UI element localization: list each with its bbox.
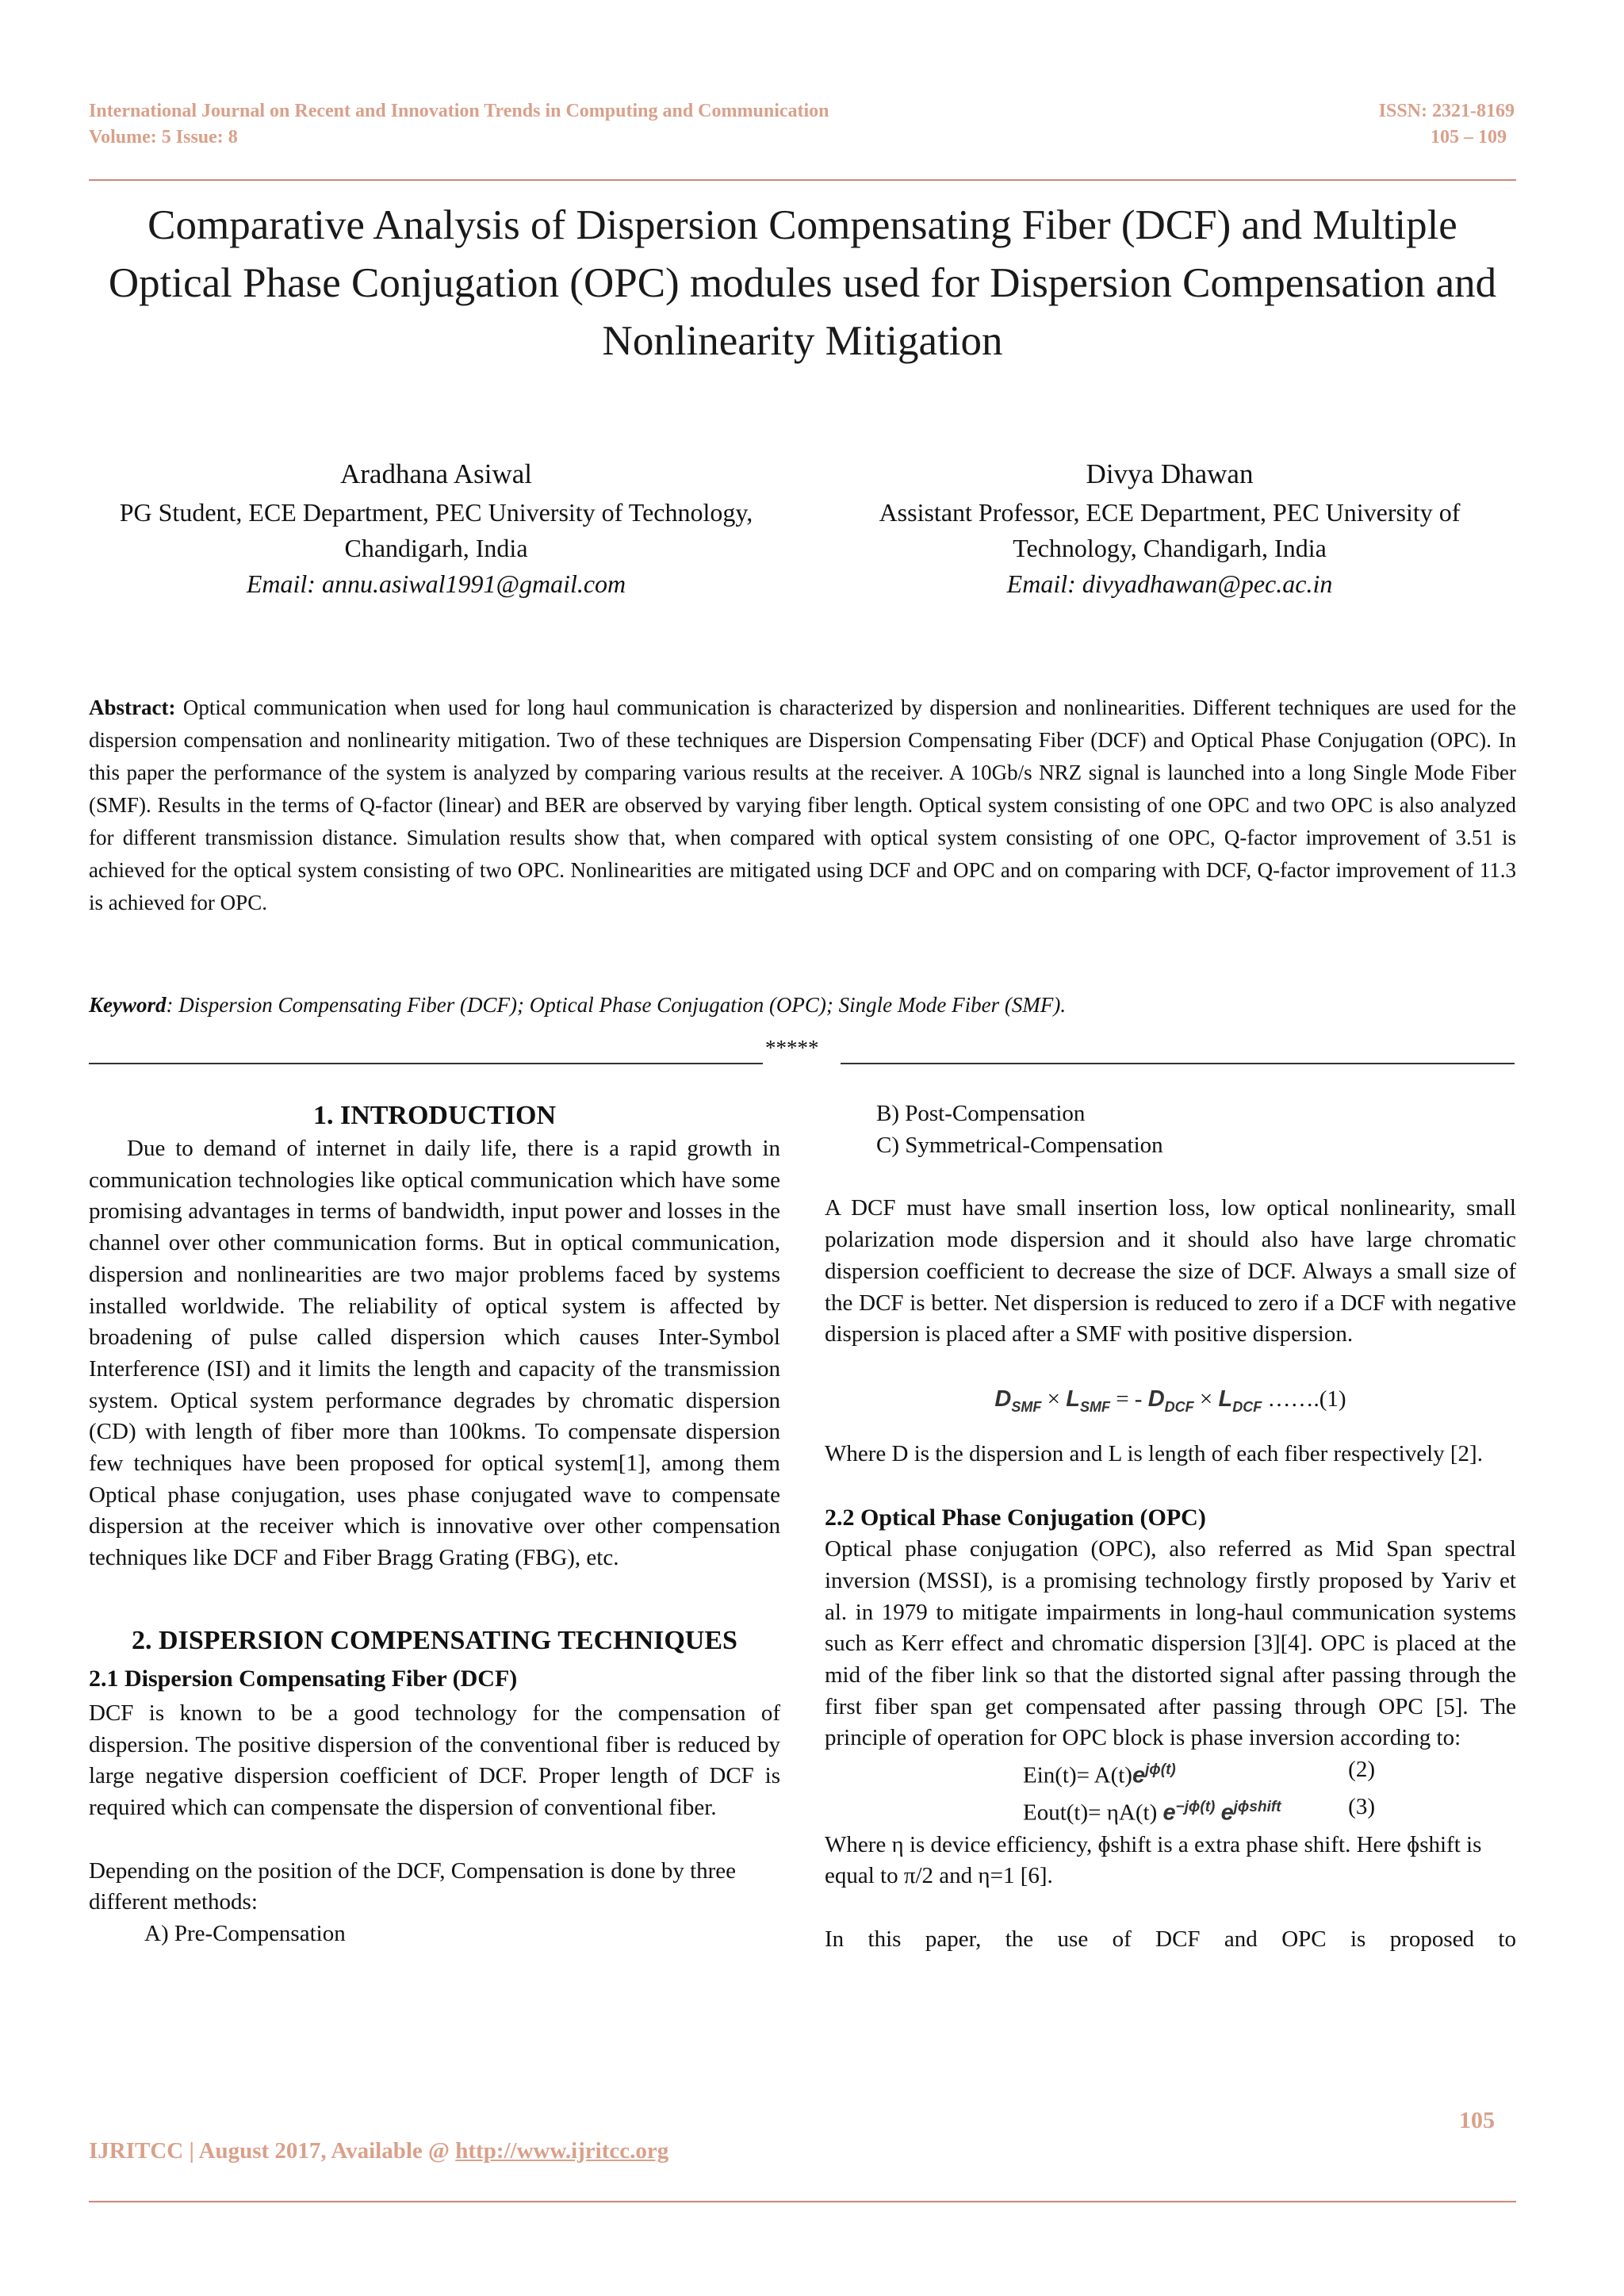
- journal-pages: 105 – 109: [1431, 127, 1507, 148]
- separator-line-right: [841, 1063, 1515, 1064]
- keywords-label: Keyword: [89, 993, 167, 1017]
- equation-3: Eout(t)= ηA(t) $e^{-jɸ(t)}$ $e^{jɸshift}$ (3): [825, 1792, 1516, 1829]
- keywords-text: : Dispersion Compensating Fiber (DCF); Optical Phase Conjugation (OPC); Single Mode Fiber (SMF).: [166, 993, 1067, 1017]
- left-column: [89, 1098, 780, 1950]
- equation-1: $D_{SMF} \times L_{SMF}$ = - $D_{DCF} \times L_{DCF}$ …….(1): [994, 1386, 1346, 1415]
- journal-issn: ISSN: 2321-8169: [1378, 101, 1515, 121]
- author-1-email[interactable]: Email: annu.asiwal1991@gmail.com: [246, 569, 626, 598]
- author-1-affiliation-2: Chandigarh, India: [344, 534, 528, 562]
- footer-divider: [89, 2201, 1516, 2202]
- eq3-number: (3): [1348, 1794, 1375, 1820]
- methods-intro: Depending on the position of the DCF, Compensation is done by three different methods:: [89, 1857, 737, 1915]
- right-column: [825, 1098, 1516, 1956]
- last-paragraph: In this paper, the use of DCF and OPC is proposed to: [825, 1926, 1516, 1953]
- subsection-2-2-title: 2.2 Optical Phase Conjugation (OPC): [825, 1504, 1206, 1531]
- author-1-affiliation-1: PG Student, ECE Department, PEC University of Technology,: [119, 498, 753, 527]
- subsection-2-1-title: 2.1 Dispersion Compensating Fiber (DCF): [89, 1665, 518, 1692]
- journal-name: International Journal on Recent and Innovation Trends in Computing and Communication: [89, 101, 829, 121]
- eq1-number: …….(1): [1267, 1386, 1346, 1412]
- footer-link[interactable]: http://www.ijritcc.org: [455, 2138, 669, 2164]
- eq1-l-smf: $L_{SMF}$: [1066, 1386, 1110, 1415]
- author-2-affiliation-2: Technology, Chandigarh, India: [1013, 534, 1327, 562]
- separator-line-left: [89, 1063, 763, 1064]
- keywords: [89, 989, 1516, 1021]
- subsection-2-2-paragraph: Optical phase conjugation (OPC), also referred as Mid Span spectral inversion (MSSI), is a promising technology firstly proposed by Yariv et al. in 1979 to mitigate impairments in long-haul communication systems such as Kerr effect and chromatic dispersion [3][4]. OPC is placed at the mid of the fiber link so that the distorted signal after passing through the first fiber span get compensated after passing through OPC [5]. The principle of operation for OPC block is phase inversion according to:: [825, 1536, 1516, 1751]
- eq1-l-dcf: $L_{DCF}$: [1218, 1386, 1262, 1415]
- author-2-affiliation-1: Assistant Professor, ECE Department, PEC University of: [879, 498, 1461, 527]
- equation-caption: Where η is device efficiency, ɸshift is a extra phase shift. Here ɸshift is equal to π/2 and η=1 [6].: [825, 1831, 1482, 1889]
- author-2: [813, 454, 1526, 602]
- method-a: A) Pre-Compensation: [144, 1921, 346, 1947]
- abstract-text: Optical communication when used for long haul communication is characterized by dispersion and nonlinearities. Different techniques are used for the dispersion compensation and nonlinearity mitigation. Two of these techniques are Dispersion Compensating Fiber (DCF) and Optical Phase Conjugation (OPC). In this paper the performance of the system is analyzed by comparing various results at the receiver. A 10Gb/s NRZ signal is launched into a long Single Mode Fiber (SMF). Results in the terms of Q-factor (linear) and BER are observed by varying fiber length. Optical system consisting of one OPC and two OPC is also analyzed for different transmission distance. Simulation results show that, when compared with optical system consisting of one OPC, Q-factor improvement of 3.51 is achieved for the optical system consisting of two OPC. Nonlinearities are mitigated using DCF and OPC and on comparing with DCF, Q-factor improvement of 11.3 is achieved for OPC.: [89, 696, 1516, 914]
- dcf-paragraph: A DCF must have small insertion loss, low optical nonlinearity, small polarization mode dispersion and it should also have large chromatic dispersion coefficient to decrease the size of DCF. Always a small size of the DCF is better. Net dispersion is reduced to zero if a DCF with negative dispersion is placed after a SMF with positive dispersion.: [825, 1195, 1516, 1347]
- abstract: [89, 692, 1516, 919]
- footer-text: IJRITCC | August 2017, Available @ http://www.ijritcc.org: [89, 2138, 669, 2164]
- equation-2: $Ein(t)= A(t)e^{jɸ(t)}$ (2): [825, 1754, 1516, 1792]
- paper-title: Comparative Analysis of Dispersion Compensating Fiber (DCF) and Multiple Optical Phase Conjugation (OPC) modules used for Dispersion Compensation and Nonlinearity Mitigation: [108, 202, 1497, 364]
- author-2-name: Divya Dhawan: [1086, 458, 1254, 489]
- eq2-number: (2): [1348, 1757, 1375, 1783]
- separator-stars: *****: [765, 1036, 819, 1060]
- subsection-2-1-paragraph: DCF is known to be a good technology for the compensation of dispersion. The positive dispersion of the conventional fiber is reduced by large negative dispersion coefficient of DCF. Proper length of DCF is required which can compensate the dispersion of conventional fiber.: [89, 1700, 780, 1820]
- section-1-paragraph: Due to demand of internet in daily life, there is a rapid growth in communication technologies like optical communication which have some promising advantages in terms of bandwidth, input power and losses in the channel over other communication forms. But in optical communication, dispersion and nonlinearities are two major problems faced by systems installed worldwide. The reliability of optical system is affected by broadening of pulse called dispersion which causes Inter-Symbol Interference (ISI) and it limits the length and capacity of the transmission system. Optical system performance degrades by chromatic dispersion (CD) with length of fiber more than 100kms. To compensate dispersion few techniques have been proposed for optical system[1], among them Optical phase conjugation, uses phase conjugated wave to compensate dispersion at the receiver which is innovative over other compensation techniques like DCF and Fiber Bragg Grating (FBG), etc.: [89, 1136, 780, 1571]
- section-2-title: 2. DISPERSION COMPENSATING TECHNIQUES: [132, 1625, 737, 1655]
- author-1: [79, 454, 793, 602]
- eq1-d-dcf: $D_{DCF}$: [1147, 1386, 1194, 1415]
- abstract-label: Abstract:: [89, 696, 176, 719]
- journal-volume: Volume: 5 Issue: 8: [89, 127, 238, 148]
- header-divider: [89, 179, 1516, 181]
- page-number: 105: [1459, 2107, 1495, 2133]
- method-b: B) Post-Compensation: [876, 1101, 1086, 1126]
- author-1-name: Aradhana Asiwal: [339, 458, 532, 489]
- method-c: C) Symmetrical-Compensation: [876, 1132, 1163, 1158]
- author-2-email[interactable]: Email: divyadhawan@pec.ac.in: [1006, 569, 1333, 598]
- eq1-d-smf: $D_{SMF}$: [994, 1386, 1042, 1415]
- section-1-title: 1. INTRODUCTION: [312, 1101, 557, 1130]
- equation-1-caption: Where D is the dispersion and L is length of each fiber respectively [2].: [825, 1441, 1483, 1467]
